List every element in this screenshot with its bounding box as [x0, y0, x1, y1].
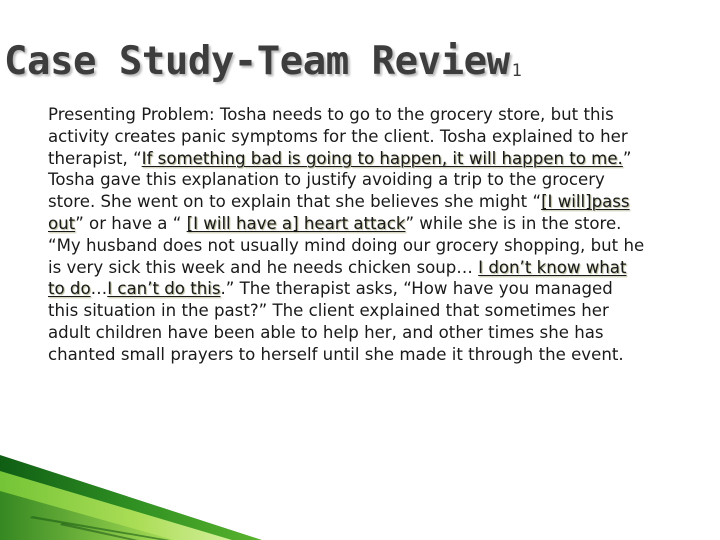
text-segment: Presenting Problem: Tosha needs to go to the grocery store, but this activity creates panic symptoms for the client. Tosha explained to her therapist, “	[48, 105, 628, 168]
slide-title-text: Case Study-Team Review	[4, 39, 510, 84]
text-segment: …	[90, 279, 108, 299]
highlighted-thought: If something bad is going to happen, it will happen to me.	[141, 148, 623, 168]
highlighted-thought: I don’t know what to do	[48, 257, 627, 299]
text-segment: ” Tosha gave this explanation to justify avoiding a trip to the grocery store. She went on to explain that she believes she might “	[48, 148, 632, 212]
highlighted-thought: I can’t do this	[107, 279, 221, 299]
highlighted-thought: [I will]pass out	[48, 192, 630, 233]
text-segment: ” while she is in the store. “My husband does not usually mind doing our grocery shopping, but he is very sick this week and he needs chicken soup…	[48, 213, 645, 277]
text-segment: ” or have a “	[75, 213, 187, 233]
highlighted-thought: [I will have a] heart attack	[186, 213, 406, 233]
slide-number: 1	[511, 61, 522, 81]
text-segment: .” The therapist asks, “How have you managed this situation in the past?” The client explained that sometimes her adult children have been able to help her, and other times she has chanted small prayers to herself until she made it through the event.	[48, 279, 624, 364]
